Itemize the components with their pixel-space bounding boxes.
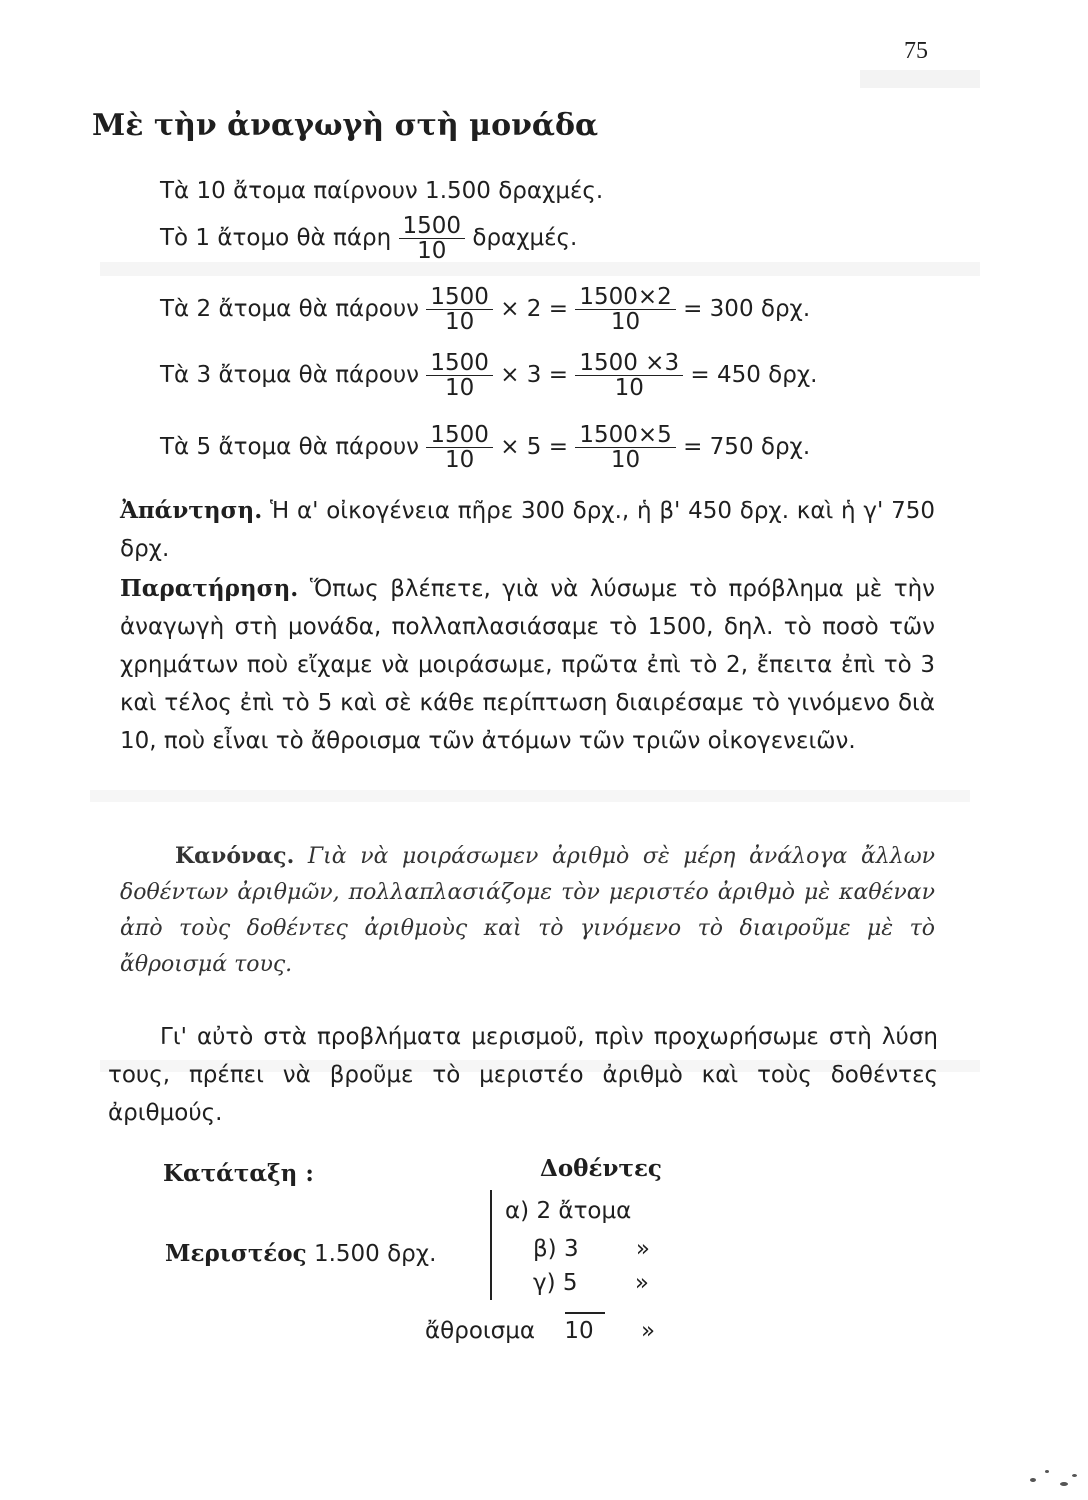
given-item (533, 1270, 649, 1296)
statement-line-3 (160, 285, 810, 334)
fraction-numerator: 1500 (426, 423, 493, 448)
remark-paragraph (120, 570, 935, 760)
fraction (426, 423, 493, 472)
multiplication: × 5 = (500, 434, 569, 461)
given-value: 3 (563, 1236, 579, 1262)
fraction (399, 214, 466, 263)
dividend-value: 1.500 δρχ. (313, 1241, 437, 1267)
given-unit: » (635, 1236, 650, 1262)
given-header: Δοθέντες (540, 1155, 662, 1182)
fraction-numerator: 1500 ×3 (575, 351, 683, 376)
answer-label: Ἀπάντηση. (120, 497, 263, 524)
bleed-through-mark (860, 70, 980, 88)
sum-row (425, 1318, 655, 1344)
answer-paragraph (120, 492, 935, 568)
fraction-denominator: 10 (614, 375, 644, 402)
bleed-through-mark (100, 262, 980, 276)
statement-line-4 (160, 351, 817, 400)
fraction-denominator: 10 (610, 447, 641, 474)
given-value: 5 (562, 1270, 578, 1296)
given-item (505, 1198, 631, 1224)
scan-speck (1072, 1474, 1077, 1477)
fraction (575, 285, 675, 334)
page-number: 75 (904, 38, 928, 64)
fraction-denominator: 10 (444, 309, 475, 336)
remark-label: Παρατήρηση. (120, 575, 299, 602)
statement-line-5 (160, 423, 810, 472)
dividend-label: Μεριστέος (165, 1240, 307, 1267)
given-value: 2 (536, 1198, 552, 1224)
fraction-denominator: 10 (444, 447, 475, 474)
rule-text: Γιὰ νὰ μοιράσωμεν ἀριθμὸ σὲ μέρη ἀνάλογα ἄλλων δοθέντων ἀριθμῶν, πολλαπλασιάζομε τὸν μεριστέο ἀριθμὸ μὲ καθέναν ἀπὸ τοὺς δοθέντες ἀριθμοὺς καὶ τὸ γινόμενο τὸ διαιροῦμε μὲ τὸ ἄθροισμά τους. (120, 844, 936, 977)
result: = 750 δρχ. (683, 434, 811, 461)
fraction-numerator: 1500 (426, 351, 493, 376)
remark-text: Ὅπως βλέπετε, γιὰ νὰ λύσωμε τὸ πρόβλημα μὲ τὴν ἀναγωγὴ στὴ μονάδα, πολλαπλασιάσαμε τὸ 1500, δηλ. τὸ ποσὸ τῶν χρημάτων ποὺ εἴχαμε νὰ μοιράσωμε, πρῶτα ἐπὶ τὸ 2, ἔπειτα ἐπὶ τὸ 3 καὶ τέλος ἐπὶ τὸ 5 καὶ σὲ κάθε περίπτωση διαιρέσαμε τὸ γινόμενο διὰ 10, ποὺ εἶναι τὸ ἄθροισμα τῶν ἀτόμων τῶν τριῶν οἰκογενειῶν. (120, 576, 935, 754)
line3-text: Τὰ 2 ἄτομα θὰ πάρουν (160, 296, 420, 323)
sum-rule-line (565, 1312, 605, 1314)
result: = 450 δρχ. (690, 362, 818, 389)
line2-unit: δραχμές. (472, 225, 578, 252)
curly-bracket (490, 1190, 502, 1300)
fraction-numerator: 1500 (399, 214, 466, 239)
dividend-row (165, 1240, 436, 1267)
sum-unit: » (640, 1318, 656, 1344)
given-unit: » (634, 1270, 649, 1296)
statement-line-2 (160, 214, 577, 263)
scan-speck (1030, 1478, 1036, 1482)
fraction (575, 351, 683, 400)
scan-speck (1045, 1470, 1049, 1473)
fraction (575, 423, 675, 472)
conclusion-paragraph: Γι' αὐτὸ στὰ προβλήματα μερισμοῦ, πρὶν προχωρήσωμε στὴ λύση τους, πρέπει νὰ βροῦμε τὸ μεριστέο ἀριθμὸ καὶ τοὺς δοθέντες ἀριθμούς. (108, 1024, 938, 1126)
fraction (426, 351, 493, 400)
line2-text: Τὸ 1 ἄτομο θὰ πάρη (160, 225, 392, 252)
bleed-through-mark (90, 790, 970, 802)
fraction (426, 285, 493, 334)
given-key: γ) (533, 1270, 556, 1296)
answer-text: Ἡ α' οἰκογένεια πῆρε 300 δρχ., ἡ β' 450 δρχ. καὶ ἡ γ' 750 δρχ. (120, 498, 935, 562)
rule-paragraph (120, 838, 935, 983)
given-item (533, 1236, 650, 1262)
result: = 300 δρχ. (683, 296, 811, 323)
statement-line-1: Τὰ 10 ἄτομα παίρνουν 1.500 δραχμές. (160, 178, 604, 204)
given-unit: ἄτομα (558, 1198, 632, 1224)
sum-label: ἄθροισμα (425, 1318, 536, 1344)
multiplication: × 2 = (500, 296, 569, 323)
fraction-numerator: 1500 (426, 285, 493, 310)
multiplication: × 3 = (500, 362, 569, 389)
fraction-denominator: 10 (417, 238, 447, 265)
given-key: α) (505, 1198, 530, 1224)
scan-speck (1060, 1482, 1068, 1486)
section-heading: Μὲ τὴν ἀναγωγὴ στὴ μονάδα (92, 108, 599, 143)
given-key: β) (533, 1236, 557, 1262)
line4-text: Τὰ 3 ἄτομα θὰ πάρουν (160, 362, 420, 389)
fraction-numerator: 1500×5 (575, 423, 675, 448)
rule-label: Κανόνας. (175, 843, 295, 869)
fraction-denominator: 10 (610, 309, 641, 336)
sum-value: 10 (564, 1318, 594, 1344)
arrangement-label: Κατάταξη : (163, 1160, 314, 1187)
fraction-numerator: 1500×2 (575, 285, 675, 310)
line5-text: Τὰ 5 ἄτομα θὰ πάρουν (160, 434, 420, 461)
fraction-denominator: 10 (444, 375, 475, 402)
